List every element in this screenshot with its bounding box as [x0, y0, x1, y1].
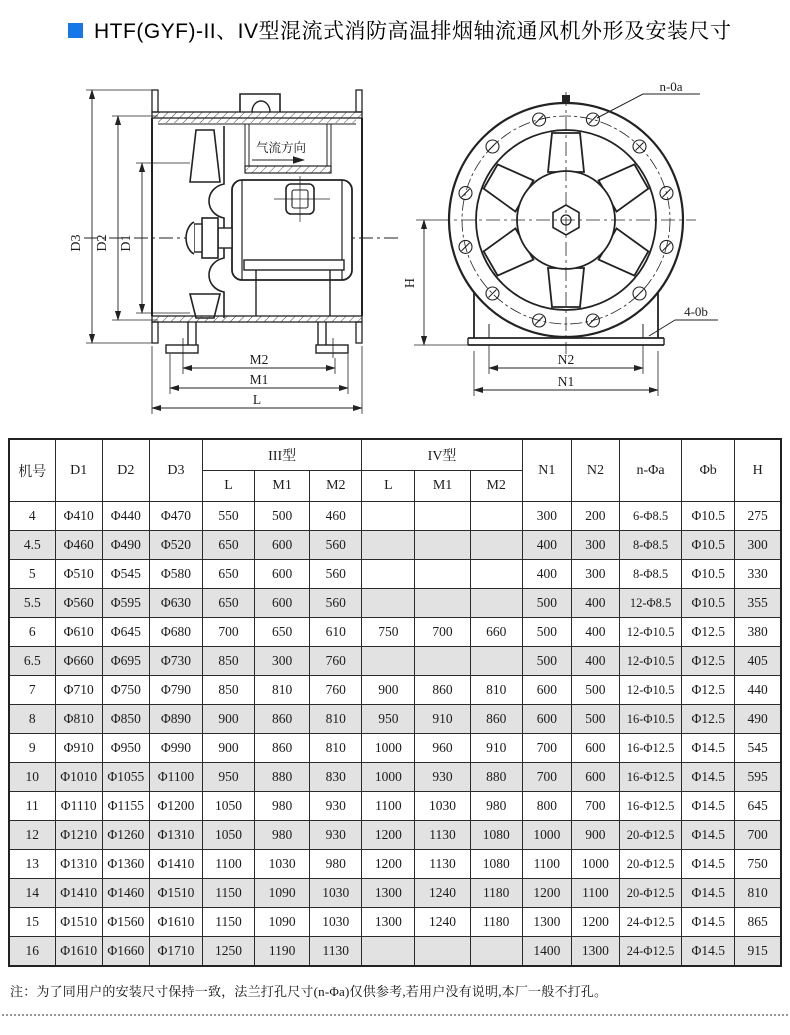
- table-cell: 980: [310, 850, 362, 879]
- table-cell: 1000: [362, 734, 415, 763]
- table-cell: 24-Φ12.5: [619, 908, 681, 937]
- col-header-l-type4: L: [362, 471, 415, 502]
- col-header-l-type3: L: [202, 471, 254, 502]
- title-bullet-square: [68, 23, 83, 38]
- table-cell: [415, 937, 470, 967]
- table-cell: 1050: [202, 821, 254, 850]
- table-cell: 1130: [415, 821, 470, 850]
- table-cell: 660: [470, 618, 522, 647]
- table-cell: Φ580: [149, 560, 202, 589]
- table-cell: 810: [310, 705, 362, 734]
- table-cell: 860: [255, 734, 310, 763]
- table-cell: 810: [310, 734, 362, 763]
- table-cell: 560: [310, 589, 362, 618]
- table-cell: 380: [735, 618, 781, 647]
- table-cell: 860: [415, 676, 470, 705]
- table-cell: 1100: [202, 850, 254, 879]
- table-cell: Φ440: [102, 502, 149, 531]
- table-cell: Φ10.5: [682, 531, 735, 560]
- table-cell: Φ1710: [149, 937, 202, 967]
- table-cell: [362, 502, 415, 531]
- table-cell: Φ14.5: [682, 821, 735, 850]
- table-cell: Φ1310: [55, 850, 102, 879]
- table-cell: Φ460: [55, 531, 102, 560]
- table-cell: 1080: [470, 821, 522, 850]
- dim-label-m1: M1: [249, 372, 269, 387]
- table-row: [9, 502, 781, 531]
- table-cell: Φ810: [55, 705, 102, 734]
- table-cell: [470, 589, 522, 618]
- table-cell: 1180: [470, 908, 522, 937]
- col-header-n2: N2: [571, 439, 619, 502]
- table-cell: 1090: [255, 879, 310, 908]
- table-cell: Φ510: [55, 560, 102, 589]
- table-cell: Φ1460: [102, 879, 149, 908]
- table-cell: 8-Φ8.5: [619, 531, 681, 560]
- table-cell: 400: [571, 589, 619, 618]
- table-cell: Φ850: [102, 705, 149, 734]
- table-cell: 600: [522, 705, 571, 734]
- table-cell: 500: [571, 705, 619, 734]
- table-cell: 10: [9, 763, 55, 792]
- table-cell: Φ1210: [55, 821, 102, 850]
- table-row: [9, 531, 781, 560]
- col-header-h: H: [735, 439, 781, 502]
- table-cell: 4: [9, 502, 55, 531]
- table-cell: [362, 647, 415, 676]
- table-cell: [415, 647, 470, 676]
- table-cell: Φ1310: [149, 821, 202, 850]
- table-cell: 15: [9, 908, 55, 937]
- table-cell: [362, 531, 415, 560]
- base-holes-label: 4-0b: [684, 304, 708, 319]
- table-cell: 9: [9, 734, 55, 763]
- table-cell: Φ14.5: [682, 792, 735, 821]
- table-cell: [362, 589, 415, 618]
- table-cell: 300: [571, 531, 619, 560]
- table-cell: Φ12.5: [682, 676, 735, 705]
- table-cell: 700: [202, 618, 254, 647]
- table-cell: 1000: [571, 850, 619, 879]
- dimension-table: [8, 438, 782, 967]
- table-cell: 700: [415, 618, 470, 647]
- table-cell: 1030: [310, 879, 362, 908]
- table-cell: 1300: [362, 908, 415, 937]
- table-row: [9, 676, 781, 705]
- table-cell: Φ12.5: [682, 618, 735, 647]
- table-cell: 1150: [202, 879, 254, 908]
- table-cell: 650: [255, 618, 310, 647]
- table-cell: Φ520: [149, 531, 202, 560]
- table-cell: [362, 560, 415, 589]
- table-cell: 12-Φ10.5: [619, 647, 681, 676]
- table-cell: Φ890: [149, 705, 202, 734]
- table-row: [9, 792, 781, 821]
- table-cell: 600: [522, 676, 571, 705]
- table-cell: 800: [522, 792, 571, 821]
- table-cell: 1100: [362, 792, 415, 821]
- table-cell: [415, 589, 470, 618]
- table-cell: 20-Φ12.5: [619, 850, 681, 879]
- table-cell: Φ14.5: [682, 763, 735, 792]
- table-cell: 16-Φ12.5: [619, 763, 681, 792]
- col-header-type4: IV型: [362, 439, 522, 471]
- table-cell: 24-Φ12.5: [619, 937, 681, 967]
- table-cell: 5: [9, 560, 55, 589]
- technical-drawings: [0, 68, 790, 430]
- table-cell: Φ1560: [102, 908, 149, 937]
- col-header-type3: III型: [202, 439, 361, 471]
- table-cell: [470, 647, 522, 676]
- table-cell: 1180: [470, 879, 522, 908]
- table-cell: 900: [571, 821, 619, 850]
- table-cell: 7: [9, 676, 55, 705]
- dotted-separator: [2, 1014, 788, 1016]
- table-cell: 610: [310, 618, 362, 647]
- table-cell: 400: [571, 618, 619, 647]
- table-cell: 700: [571, 792, 619, 821]
- table-cell: 980: [255, 792, 310, 821]
- table-cell: 460: [310, 502, 362, 531]
- table-cell: Φ545: [102, 560, 149, 589]
- table-cell: Φ1155: [102, 792, 149, 821]
- table-cell: 12-Φ10.5: [619, 618, 681, 647]
- table-cell: Φ950: [102, 734, 149, 763]
- table-cell: Φ1510: [55, 908, 102, 937]
- table-cell: Φ1410: [149, 850, 202, 879]
- table-row: [9, 937, 781, 967]
- table-cell: 405: [735, 647, 781, 676]
- table-cell: 500: [571, 676, 619, 705]
- table-cell: 400: [522, 560, 571, 589]
- table-cell: 850: [202, 647, 254, 676]
- table-cell: [415, 531, 470, 560]
- table-cell: 16: [9, 937, 55, 967]
- table-cell: Φ730: [149, 647, 202, 676]
- table-cell: 810: [470, 676, 522, 705]
- table-cell: 300: [571, 560, 619, 589]
- table-cell: Φ750: [102, 676, 149, 705]
- table-cell: 760: [310, 676, 362, 705]
- table-cell: Φ1410: [55, 879, 102, 908]
- table-cell: 700: [522, 734, 571, 763]
- table-cell: 330: [735, 560, 781, 589]
- table-cell: Φ1360: [102, 850, 149, 879]
- table-cell: 880: [255, 763, 310, 792]
- table-row: [9, 850, 781, 879]
- table-cell: 355: [735, 589, 781, 618]
- table-cell: 1200: [362, 850, 415, 879]
- col-header-machine-no: 机号: [9, 439, 55, 502]
- table-cell: [415, 502, 470, 531]
- table-cell: Φ610: [55, 618, 102, 647]
- table-cell: Φ1110: [55, 792, 102, 821]
- table-cell: 4.5: [9, 531, 55, 560]
- table-cell: 1090: [255, 908, 310, 937]
- table-cell: Φ990: [149, 734, 202, 763]
- table-cell: 915: [735, 937, 781, 967]
- table-cell: Φ710: [55, 676, 102, 705]
- table-cell: 300: [255, 647, 310, 676]
- dim-label-m2: M2: [249, 352, 269, 367]
- table-cell: Φ470: [149, 502, 202, 531]
- table-row: [9, 705, 781, 734]
- table-cell: 960: [415, 734, 470, 763]
- table-cell: 500: [522, 647, 571, 676]
- table-cell: 1030: [415, 792, 470, 821]
- table-cell: 11: [9, 792, 55, 821]
- table-cell: 600: [255, 531, 310, 560]
- table-cell: 16-Φ12.5: [619, 792, 681, 821]
- col-header-d1: D1: [55, 439, 102, 502]
- dim-label-d2: D2: [95, 234, 110, 252]
- col-header-n1: N1: [522, 439, 571, 502]
- table-cell: Φ14.5: [682, 879, 735, 908]
- table-cell: 645: [735, 792, 781, 821]
- table-cell: 200: [571, 502, 619, 531]
- table-cell: Φ10.5: [682, 589, 735, 618]
- col-header-m2-type3: M2: [310, 471, 362, 502]
- table-cell: 1400: [522, 937, 571, 967]
- col-header-m2-type4: M2: [470, 471, 522, 502]
- table-cell: 1300: [522, 908, 571, 937]
- table-cell: 750: [362, 618, 415, 647]
- table-cell: 560: [310, 560, 362, 589]
- table-cell: 860: [470, 705, 522, 734]
- table-cell: Φ1510: [149, 879, 202, 908]
- table-cell: 1100: [571, 879, 619, 908]
- table-cell: 1300: [571, 937, 619, 967]
- table-cell: 6: [9, 618, 55, 647]
- table-header: [9, 439, 781, 502]
- dim-label-d1: D1: [119, 234, 134, 252]
- table-row: [9, 560, 781, 589]
- table-cell: 910: [415, 705, 470, 734]
- col-header-m1-type4: M1: [415, 471, 470, 502]
- table-cell: 1100: [522, 850, 571, 879]
- table-cell: Φ12.5: [682, 705, 735, 734]
- table-cell: Φ1010: [55, 763, 102, 792]
- table-cell: Φ14.5: [682, 908, 735, 937]
- table-cell: Φ1660: [102, 937, 149, 967]
- table-row: [9, 821, 781, 850]
- table-cell: 12-Φ10.5: [619, 676, 681, 705]
- page-title-row: [0, 0, 790, 44]
- table-cell: Φ410: [55, 502, 102, 531]
- table-cell: 700: [522, 763, 571, 792]
- table-cell: Φ1610: [55, 937, 102, 967]
- table-cell: 275: [735, 502, 781, 531]
- airflow-direction-label: 气流方向: [255, 141, 307, 155]
- table-cell: 300: [522, 502, 571, 531]
- flange-holes-label: n-0a: [659, 79, 683, 94]
- table-cell: 950: [202, 763, 254, 792]
- table-cell: 760: [310, 647, 362, 676]
- table-cell: 810: [255, 676, 310, 705]
- table-cell: 500: [522, 618, 571, 647]
- table-cell: [470, 560, 522, 589]
- table-cell: 6-Φ8.5: [619, 502, 681, 531]
- table-cell: 1080: [470, 850, 522, 879]
- table-cell: 545: [735, 734, 781, 763]
- table-cell: 880: [470, 763, 522, 792]
- table-cell: 500: [522, 589, 571, 618]
- table-row: [9, 589, 781, 618]
- table-cell: 930: [310, 821, 362, 850]
- table-cell: 6.5: [9, 647, 55, 676]
- table-cell: 750: [735, 850, 781, 879]
- table-cell: Φ490: [102, 531, 149, 560]
- table-cell: Φ1610: [149, 908, 202, 937]
- table-cell: 12: [9, 821, 55, 850]
- table-cell: Φ1260: [102, 821, 149, 850]
- table-cell: Φ12.5: [682, 647, 735, 676]
- table-cell: 16-Φ12.5: [619, 734, 681, 763]
- table-cell: 20-Φ12.5: [619, 821, 681, 850]
- table-cell: 1000: [362, 763, 415, 792]
- table-cell: 700: [735, 821, 781, 850]
- dim-label-d3: D3: [69, 234, 84, 252]
- table-cell: Φ695: [102, 647, 149, 676]
- table-cell: Φ645: [102, 618, 149, 647]
- table-cell: 865: [735, 908, 781, 937]
- col-header-d2: D2: [102, 439, 149, 502]
- table-cell: 400: [522, 531, 571, 560]
- table-cell: 300: [735, 531, 781, 560]
- table-cell: [362, 937, 415, 967]
- table-cell: Φ14.5: [682, 734, 735, 763]
- table-cell: Φ630: [149, 589, 202, 618]
- table-row: [9, 618, 781, 647]
- table-cell: 1240: [415, 879, 470, 908]
- table-cell: 600: [571, 763, 619, 792]
- table-cell: Φ660: [55, 647, 102, 676]
- table-cell: [470, 937, 522, 967]
- dim-label-n2: N2: [557, 352, 575, 367]
- table-row: [9, 879, 781, 908]
- col-header-m1-type3: M1: [255, 471, 310, 502]
- table-cell: 400: [571, 647, 619, 676]
- table-cell: 930: [415, 763, 470, 792]
- table-cell: 600: [255, 589, 310, 618]
- table-cell: Φ1100: [149, 763, 202, 792]
- table-cell: 5.5: [9, 589, 55, 618]
- table-cell: 595: [735, 763, 781, 792]
- table-cell: 900: [202, 705, 254, 734]
- table-cell: 900: [202, 734, 254, 763]
- table-cell: [470, 531, 522, 560]
- table-row: [9, 647, 781, 676]
- table-cell: 600: [571, 734, 619, 763]
- front-view-drawing: [414, 92, 718, 396]
- table-row: [9, 908, 781, 937]
- table-cell: 1200: [571, 908, 619, 937]
- table-cell: 900: [362, 676, 415, 705]
- table-cell: 810: [735, 879, 781, 908]
- table-cell: Φ1200: [149, 792, 202, 821]
- table-cell: 980: [255, 821, 310, 850]
- table-cell: 500: [255, 502, 310, 531]
- col-header-d3: D3: [149, 439, 202, 502]
- table-cell: 910: [470, 734, 522, 763]
- table-cell: Φ1055: [102, 763, 149, 792]
- table-row: [9, 763, 781, 792]
- table-cell: 1200: [522, 879, 571, 908]
- table-cell: Φ560: [55, 589, 102, 618]
- dim-label-h: H: [403, 277, 418, 289]
- table-cell: 560: [310, 531, 362, 560]
- table-cell: 8: [9, 705, 55, 734]
- table-cell: 13: [9, 850, 55, 879]
- table-cell: 1130: [415, 850, 470, 879]
- table-cell: 930: [310, 792, 362, 821]
- dim-label-n1: N1: [557, 374, 575, 389]
- table-cell: 650: [202, 560, 254, 589]
- table-cell: 1190: [255, 937, 310, 967]
- dim-label-l: L: [252, 392, 262, 407]
- table-row: [9, 734, 781, 763]
- table-cell: 1050: [202, 792, 254, 821]
- table-cell: 600: [255, 560, 310, 589]
- table-cell: 650: [202, 589, 254, 618]
- table-cell: Φ680: [149, 618, 202, 647]
- table-cell: 860: [255, 705, 310, 734]
- table-cell: 1130: [310, 937, 362, 967]
- table-cell: 1240: [415, 908, 470, 937]
- page-title: HTF(GYF)-II、IV型混流式消防高温排烟轴流通风机外形及安装尺寸: [94, 20, 732, 43]
- table-cell: 1250: [202, 937, 254, 967]
- table-cell: Φ595: [102, 589, 149, 618]
- table-cell: 1030: [310, 908, 362, 937]
- table-cell: 650: [202, 531, 254, 560]
- table-cell: Φ790: [149, 676, 202, 705]
- table-cell: Φ910: [55, 734, 102, 763]
- table-cell: 1300: [362, 879, 415, 908]
- table-cell: Φ10.5: [682, 560, 735, 589]
- table-cell: 20-Φ12.5: [619, 879, 681, 908]
- table-cell: 980: [470, 792, 522, 821]
- table-cell: [470, 502, 522, 531]
- col-header-n-phi-a: n-Φa: [619, 439, 681, 502]
- table-cell: [415, 560, 470, 589]
- table-cell: 1150: [202, 908, 254, 937]
- table-cell: 950: [362, 705, 415, 734]
- table-cell: Φ14.5: [682, 937, 735, 967]
- table-cell: 440: [735, 676, 781, 705]
- table-cell: 12-Φ8.5: [619, 589, 681, 618]
- table-cell: 8-Φ8.5: [619, 560, 681, 589]
- table-cell: 490: [735, 705, 781, 734]
- table-cell: Φ10.5: [682, 502, 735, 531]
- table-body: [9, 502, 781, 967]
- table-cell: 550: [202, 502, 254, 531]
- table-cell: 1000: [522, 821, 571, 850]
- table-cell: Φ14.5: [682, 850, 735, 879]
- table-cell: 850: [202, 676, 254, 705]
- table-cell: 14: [9, 879, 55, 908]
- col-header-phi-b: Φb: [682, 439, 735, 502]
- table-cell: 1030: [255, 850, 310, 879]
- table-cell: 1200: [362, 821, 415, 850]
- table-cell: 830: [310, 763, 362, 792]
- table-cell: 16-Φ10.5: [619, 705, 681, 734]
- footnote: 注：为了同用户的安装尺寸保持一致，法兰打孔尺寸(n-Φa)仅供参考,若用户没有说明,本厂一般不打孔。: [10, 984, 608, 999]
